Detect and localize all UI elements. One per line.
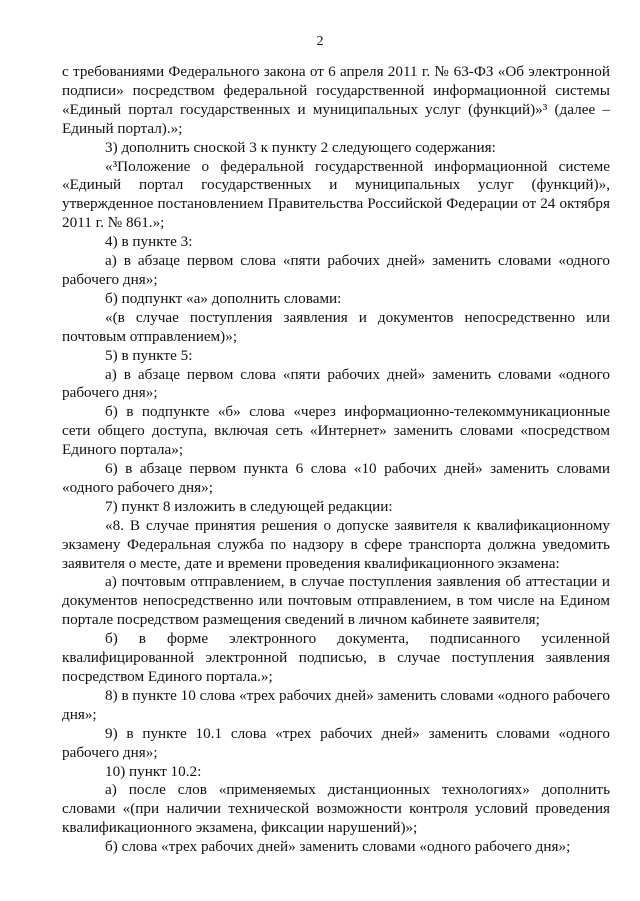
paragraph: а) почтовым отправлением, в случае поступления заявления об аттестации и документов непосредственно или почтовым отправлением, в том числе на Едином портале посредством размещения сведений в личном кабинете заявителя; <box>62 573 610 629</box>
paragraph: «8. В случае принятия решения о допуске заявителя к квалификационному экзамену Федеральная служба по надзору в сфере транспорта должна уведомить заявителя о месте, дате и времени проведения квалификационного экзамена: <box>62 516 610 572</box>
paragraph: 4) в пункте 3: <box>105 233 193 251</box>
document-body <box>62 63 610 857</box>
paragraph: 8) в пункте 10 слова «трех рабочих дней» заменить словами «одного рабочего дня»; <box>62 686 610 723</box>
paragraph: 7) пункт 8 изложить в следующей редакции: <box>105 497 393 515</box>
paragraph: с требованиями Федерального закона от 6 апреля 2011 г. № 63-ФЗ «Об электронной подписи» посредством федеральной государственной информационной системы «Единый портал государственных и муниципальных услуг (функций)»³ (далее – Единый портал).»; <box>62 63 610 137</box>
paragraph: б) в подпункте «б» слова «через информационно-телекоммуникационные сети общего доступа, включая сеть «Интернет» заменить словами «посредством Единого портала»; <box>62 403 610 459</box>
paragraph: 10) пункт 10.2: <box>105 762 202 780</box>
paragraph: б) слова «трех рабочих дней» заменить словами «одного рабочего дня»; <box>105 838 571 856</box>
paragraph: а) в абзаце первом слова «пяти рабочих дней» заменить словами «одного рабочего дня»; <box>62 252 610 288</box>
paragraph: а) после слов «применяемых дистанционных технологиях» дополнить словами «(при наличии технической возможности контроля условий проведения квалификационного экзамена, фиксации нарушений)»; <box>62 781 610 837</box>
paragraph: б) в форме электронного документа, подписанного усиленной квалифицированной электронной подписью, в случае поступления заявления посредством Единого портала.»; <box>62 630 610 685</box>
paragraph: 5) в пункте 5: <box>105 346 193 364</box>
paragraph: 3) дополнить сноской 3 к пункту 2 следующего содержания: <box>105 138 496 156</box>
paragraph: «(в случае поступления заявления и документов непосредственно или почтовым отправлением)»; <box>62 308 610 345</box>
paragraph: а) в абзаце первом слова «пяти рабочих дней» заменить словами «одного рабочего дня»; <box>62 365 610 402</box>
paragraph: б) подпункт «а» дополнить словами: <box>105 289 342 307</box>
paragraph: 6) в абзаце первом пункта 6 слова «10 рабочих дней» заменить словами «одного рабочего дня»; <box>62 460 610 496</box>
paragraph: 9) в пункте 10.1 слова «трех рабочих дней» заменить словами «одного рабочего дня»; <box>62 724 610 761</box>
page-number: 2 <box>316 34 324 49</box>
paragraph: «³Положение о федеральной государственной информационной системе «Единый портал государственных и муниципальных услуг (функций)», утвержденное постановлением Правительства Российской Федерации от 24 октября 2011 г. № 861.»; <box>62 157 610 232</box>
